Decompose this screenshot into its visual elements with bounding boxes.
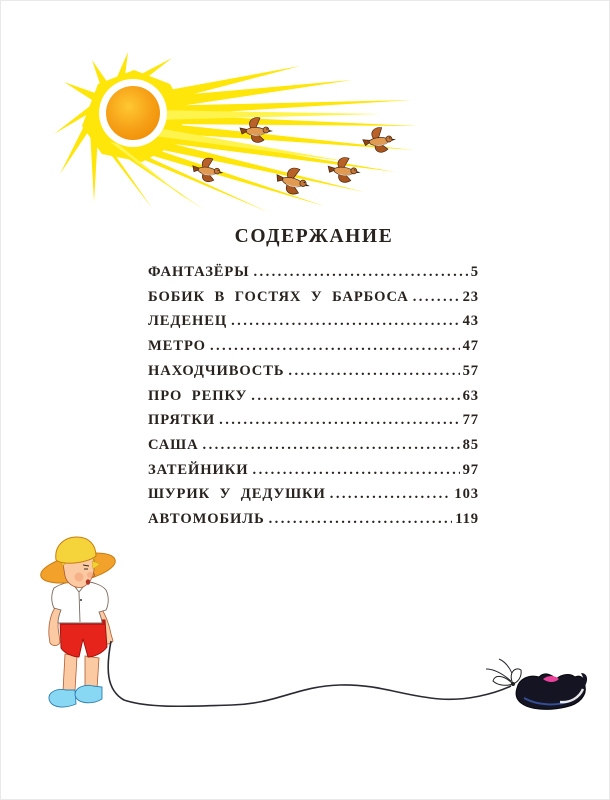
leader-dots: [203, 437, 460, 454]
toc-entry-title: МЕТРО: [148, 338, 206, 355]
white-shirt: [52, 581, 109, 623]
toc-entry-title: ШУРИК У ДЕДУШКИ: [148, 486, 326, 503]
bird-icon: [273, 164, 313, 198]
toc-entry-page-number: 23: [462, 288, 479, 305]
toc-entry: [148, 289, 479, 314]
bird-icon: [362, 126, 397, 154]
bird-icon: [327, 156, 362, 184]
toc-entry: [148, 511, 479, 536]
toc-entry-page-number: 77: [462, 412, 479, 429]
straw-hat-brim: [38, 547, 118, 588]
leader-dots: [251, 388, 459, 405]
toc-entry-page-number: 119: [455, 511, 479, 528]
leader-dots: [269, 511, 453, 528]
toc-entry-title: АВТОМОБИЛЬ: [148, 511, 265, 528]
boy-head: [63, 547, 95, 588]
toc-entry: [148, 338, 479, 363]
toc-entry-page-number: 63: [462, 387, 479, 404]
toc-entry: [148, 412, 479, 437]
toc-entry-title: ЛЕДЕНЕЦ: [148, 313, 228, 330]
toc-entry: [148, 388, 479, 413]
toc-entry-page-number: 47: [462, 338, 479, 355]
toc-entry: [148, 264, 479, 289]
page-title: СОДЕРЖАНИЕ: [234, 226, 394, 247]
leader-dots: [330, 486, 452, 503]
toc-entry-page-number: 5: [470, 264, 479, 280]
boy-pulling-shoe-illustration: [0, 528, 610, 743]
toc-entry-title: ЗАТЕЙНИКИ: [148, 461, 249, 478]
boy-shoe: [75, 685, 102, 702]
sun-rays: [54, 52, 418, 212]
toc-entry-page-number: 85: [462, 437, 479, 454]
toc-entry-page-number: 57: [462, 362, 479, 379]
leader-dots: [253, 462, 460, 479]
sun-halo: [99, 79, 167, 147]
toc-entry-title: БОБИК В ГОСТЯХ У БАРБОСА: [148, 288, 409, 305]
boy-illustration: [38, 537, 118, 707]
toc-entry-title: ФАНТАЗЁРЫ: [148, 264, 250, 280]
blond-hair: [62, 546, 95, 566]
table-of-contents: [148, 264, 479, 536]
leader-dots: [253, 264, 467, 281]
toy-shoe: [486, 659, 587, 709]
toc-entry-title: ПРЯТКИ: [148, 412, 216, 429]
toc-entry-page-number: 43: [462, 313, 479, 330]
toc-entry: [148, 313, 479, 338]
leader-dots: [413, 289, 460, 306]
leader-dots: [219, 412, 459, 429]
toc-entry: [148, 437, 479, 462]
bird-icon: [240, 118, 273, 143]
leader-dots: [210, 338, 460, 355]
leader-dots: [288, 363, 459, 380]
toc-entry: [148, 462, 479, 487]
string-line: [108, 641, 511, 706]
toc-entry-title: САША: [148, 437, 199, 454]
boy-shoe: [49, 689, 76, 707]
bird-icon: [191, 156, 225, 184]
toc-entry: [148, 363, 479, 388]
bow-knot: [493, 669, 521, 686]
toc-entry-page-number: 97: [462, 461, 479, 478]
leader-dots: [231, 313, 459, 330]
red-shorts: [60, 620, 107, 657]
sun-disc: [106, 86, 160, 140]
toc-entry: [148, 486, 479, 511]
toc-entry-title: НАХОДЧИВОСТЬ: [148, 362, 285, 379]
toc-entry-title: ПРО РЕПКУ: [148, 387, 248, 404]
straw-hat-crown: [56, 537, 96, 563]
toc-entry-page-number: 103: [454, 486, 479, 503]
sun-illustration: [0, 40, 610, 225]
